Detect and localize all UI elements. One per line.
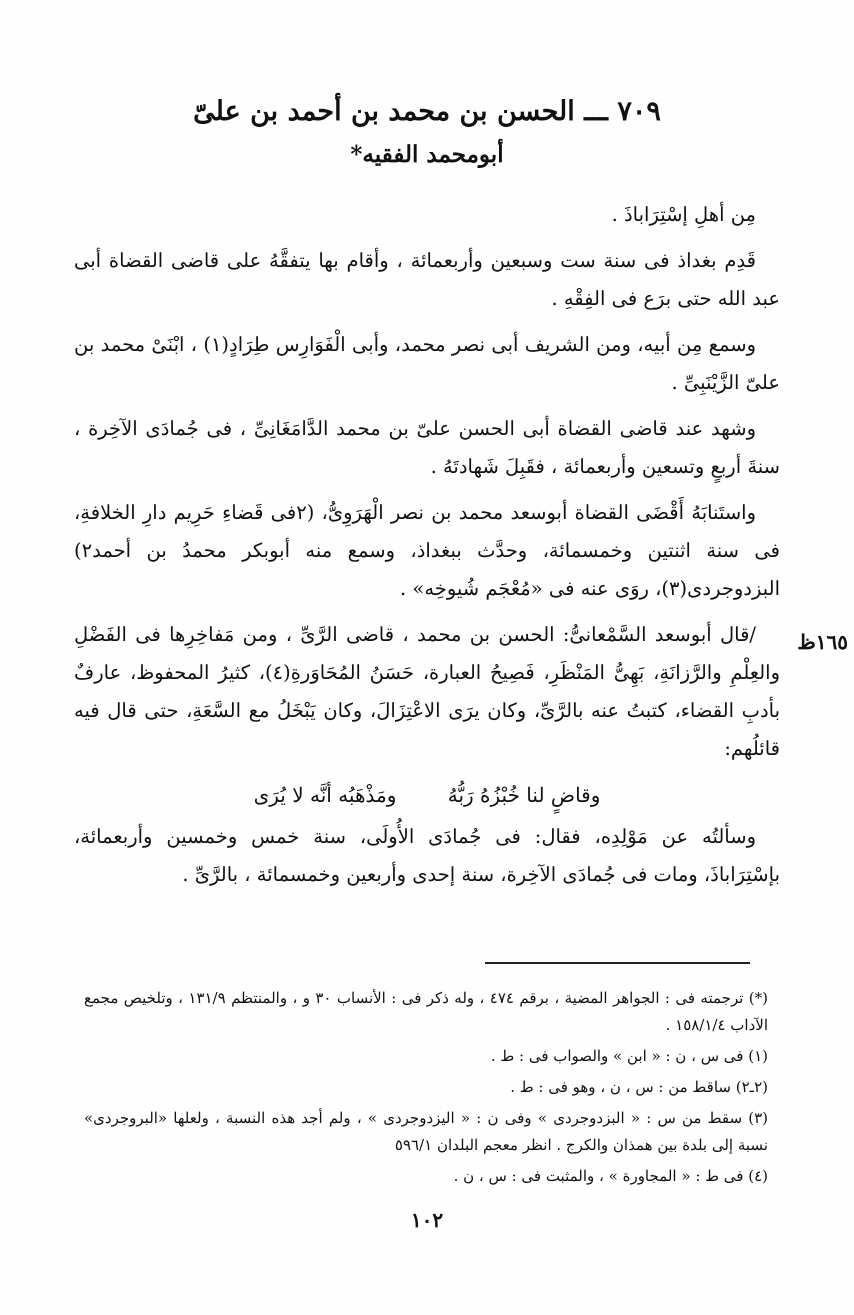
paragraph-birth-death: وسألتُه عن مَوْلِدِه، فقال: فى جُمادَى الأُولَى، سنة خمس وخمسين وأربعمائة، بإسْتِرَاباذَ، ومات فى جُمادَى الآخِرة، سنة إحدى وأربعين وخمسمائة ، بالرَّىِّ .	[74, 825, 780, 886]
paragraph-deputy: واستَنابَهُ أَقْضَى القضاة أبوسعد محمد بن نصر الْهَرَوِىُّ، (٢فى قَضاءِ حَرِيم دارِ الخلافةِ، فى سنة اثنتين وخمسمائة، وحدَّث ببغداذ، وسمع منه أبوبكر محمدُ بن أحمد٢) البزدوجردى(٣)، روَى عنه فى «مُعْجَم شُيوخِه» .	[74, 501, 780, 600]
footnote-item: (*) ترجمته فى : الجواهر المضية ، برقم ٤٧٤ ، وله ذكر فى : الأنساب ٣٠ و ، والمنتظم ١٣١/٩ ، وتلخيص مجمع الآداب ١٥٨/١/٤ .	[84, 989, 768, 1034]
paragraph-teachers: وسمع مِن أبيه، ومن الشريف أبى نصر محمد، وأبى الْفَوَارِس طِرَادٍ(١) ، ابْنَىْ محمد بن علىّ الزَّيْنَبِىِّ .	[74, 333, 780, 394]
entry-subtitle: أبومحمد الفقيه*	[350, 141, 504, 168]
footnote-item: (٢ـ٢) ساقط من : س ، ن ، وهو فى : ط .	[510, 1078, 768, 1096]
entry-body	[74, 196, 780, 902]
paragraph-arrival: قَدِم بغداذ فى سنة ست وسبعين وأربعمائة ، وأقام بها يتفقَّهُ على قاضى القضاة أبى عبد الله حتى برَع فى الفِقْهِ .	[74, 249, 780, 310]
paragraph-testimony: وشهد عند قاضى القضاة أبى الحسن علىّ بن محمد الدَّامَغَانِىِّ ، فى جُمادَى الآخِرة ، سنةَ أربعٍ وتسعين وأربعمائة ، فقَبِلَ شَهادتَهُ .	[74, 417, 780, 478]
footnote-item: (٣) سقط من س : « البزدوجردى » وفى ن : « اليزدوجردى » ، ولم أجد هذه النسبة ، ولعلها «البروجردى» نسبة إلى بلدة بين همذان والكرج . انظر معجم البلدان ٥٩٦/١	[84, 1109, 768, 1154]
paragraph-origin: مِن أهلِ إسْتِرَاباذَ .	[611, 203, 756, 226]
footnote-divider	[485, 962, 750, 964]
footnote-item: (٤) فى ط : « المجاورة » ، والمثبت فى : س ، ن .	[453, 1167, 768, 1185]
verse-second-hemistich: ومَذْهَبُه أنَّه لا يُرَى	[253, 783, 397, 807]
entry-title: ٧٠٩ ـــ الحسن بن محمد بن أحمد بن علىّ	[193, 96, 661, 127]
paragraph-samani-quote: /قال أبوسعد السَّمْعانىُّ: الحسن بن محمد ، قاضى الرَّىِّ ، ومن مَفاخِرِها فى الفَضْلِ والعِلْمِ والرَّزانَةِ، بَهِىُّ المَنْظَرِ، فَصِيحُ العبارة، حَسَنُ المُحَاوَرةِ(٤)، كثيرُ المحفوظ، عارفٌ بأدبِ القضاء، كتبتُ عنه بالرَّىِّ، وكان يرَى الاعْتِزَالَ، وكان يَبْخَلُ مع السَّعَةِ، حتى قال فيه قائلُهم:	[74, 623, 780, 760]
footnote-item: (١) فى س ، ن : « ابن » والصواب فى : ط .	[490, 1047, 768, 1065]
poem-verse	[74, 776, 780, 814]
manuscript-folio-note: ١٦٥ظ	[797, 630, 848, 654]
footnotes	[84, 985, 768, 1194]
page-number: ١٠٢	[410, 1208, 444, 1232]
verse-first-hemistich: وقاضٍ لنا خُبْزُهُ رَبُّهُ	[447, 783, 601, 807]
